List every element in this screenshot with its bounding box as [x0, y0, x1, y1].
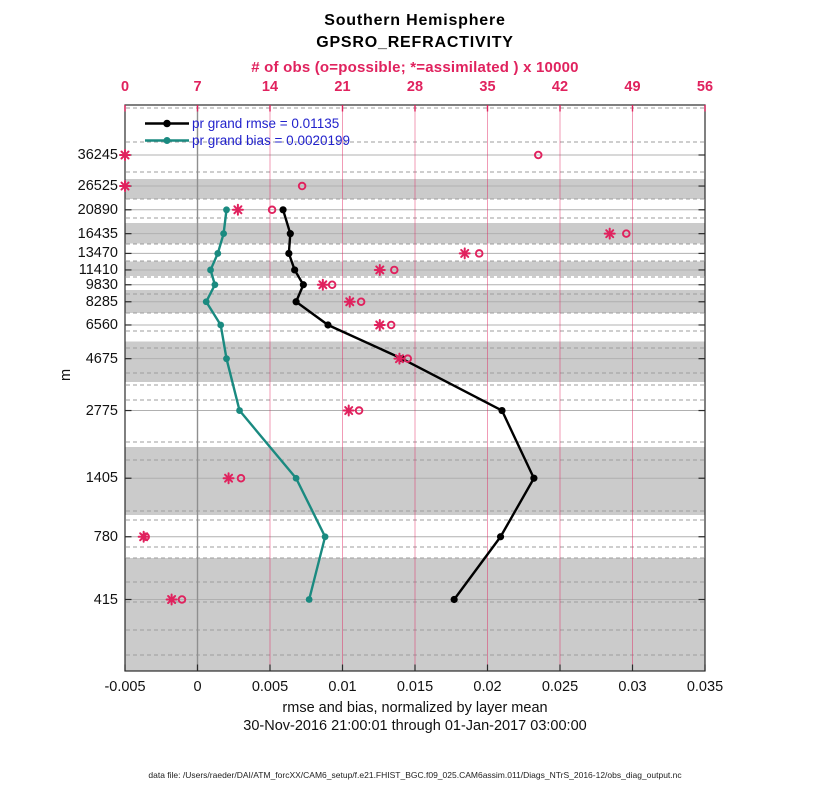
y-tick-label: 4675 [85, 350, 118, 367]
x-tick-label: -0.005 [104, 679, 146, 695]
y-tick-label: 2775 [85, 402, 118, 419]
x-tick-label: 0.01 [328, 679, 357, 695]
x-tick-label: 0.015 [396, 679, 434, 695]
y-tick-label: 6560 [85, 316, 118, 333]
top-tick-label: 28 [406, 79, 424, 95]
chart-subtitle: GPSRO_REFRACTIVITY [316, 34, 514, 51]
legend-swatches [145, 120, 189, 144]
top-tick-label: 56 [696, 79, 714, 95]
y-tick-label: 26525 [77, 178, 118, 195]
y-tick-label: 8285 [85, 293, 118, 310]
y-tick-label: 11410 [78, 261, 118, 278]
top-axis-title: # of obs (o=possible; *=assimilated ) x 10000 [251, 59, 579, 76]
top-tick-label: 0 [120, 79, 130, 95]
legend-label-rmse: pr grand rmse = 0.01135 [192, 116, 340, 131]
x-tick-label: 0.035 [686, 679, 724, 695]
top-tick-label: 35 [479, 79, 496, 95]
x-axis-title: rmse and bias, normalized by layer mean [282, 700, 548, 716]
y-tick-label: 20890 [77, 201, 118, 218]
y-axis-title: m [58, 368, 74, 382]
y-tick-label: 13470 [77, 245, 118, 262]
y-tick-label: 780 [93, 528, 118, 545]
top-tick-label: 49 [624, 79, 641, 95]
top-tick-label: 7 [193, 79, 202, 95]
y-tick-label: 36245 [77, 147, 118, 163]
x-tick-label: 0.005 [251, 679, 289, 695]
top-tick-label: 14 [261, 79, 279, 95]
y-tick-label: 16435 [77, 225, 118, 242]
top-tick-label: 42 [551, 79, 569, 95]
x-tick-label: 0 [193, 679, 202, 695]
x-tick-label: 0.025 [541, 679, 579, 695]
x-tick-label: 0.02 [473, 679, 502, 695]
chart-title: Southern Hemisphere [324, 12, 506, 29]
x-tick-label: 0.03 [618, 679, 647, 695]
data-file-path: data file: /Users/raeder/DAI/ATM_forcXX/CAM6_setup/f.e21.FHIST_BGC.f09_025.CAM6assim.011/Diags_NTrS_2016-12/obs_diag_output.nc [148, 770, 682, 780]
y-tick-label: 1405 [85, 470, 118, 487]
top-tick-label: 21 [334, 79, 351, 95]
y-tick-label: 415 [93, 591, 118, 608]
y-tick-label: 9830 [85, 276, 118, 293]
legend-label-bias: pr grand bias = 0.0020199 [192, 133, 350, 148]
date-range: 30-Nov-2016 21:00:01 through 01-Jan-2017 03:00:00 [243, 718, 587, 734]
